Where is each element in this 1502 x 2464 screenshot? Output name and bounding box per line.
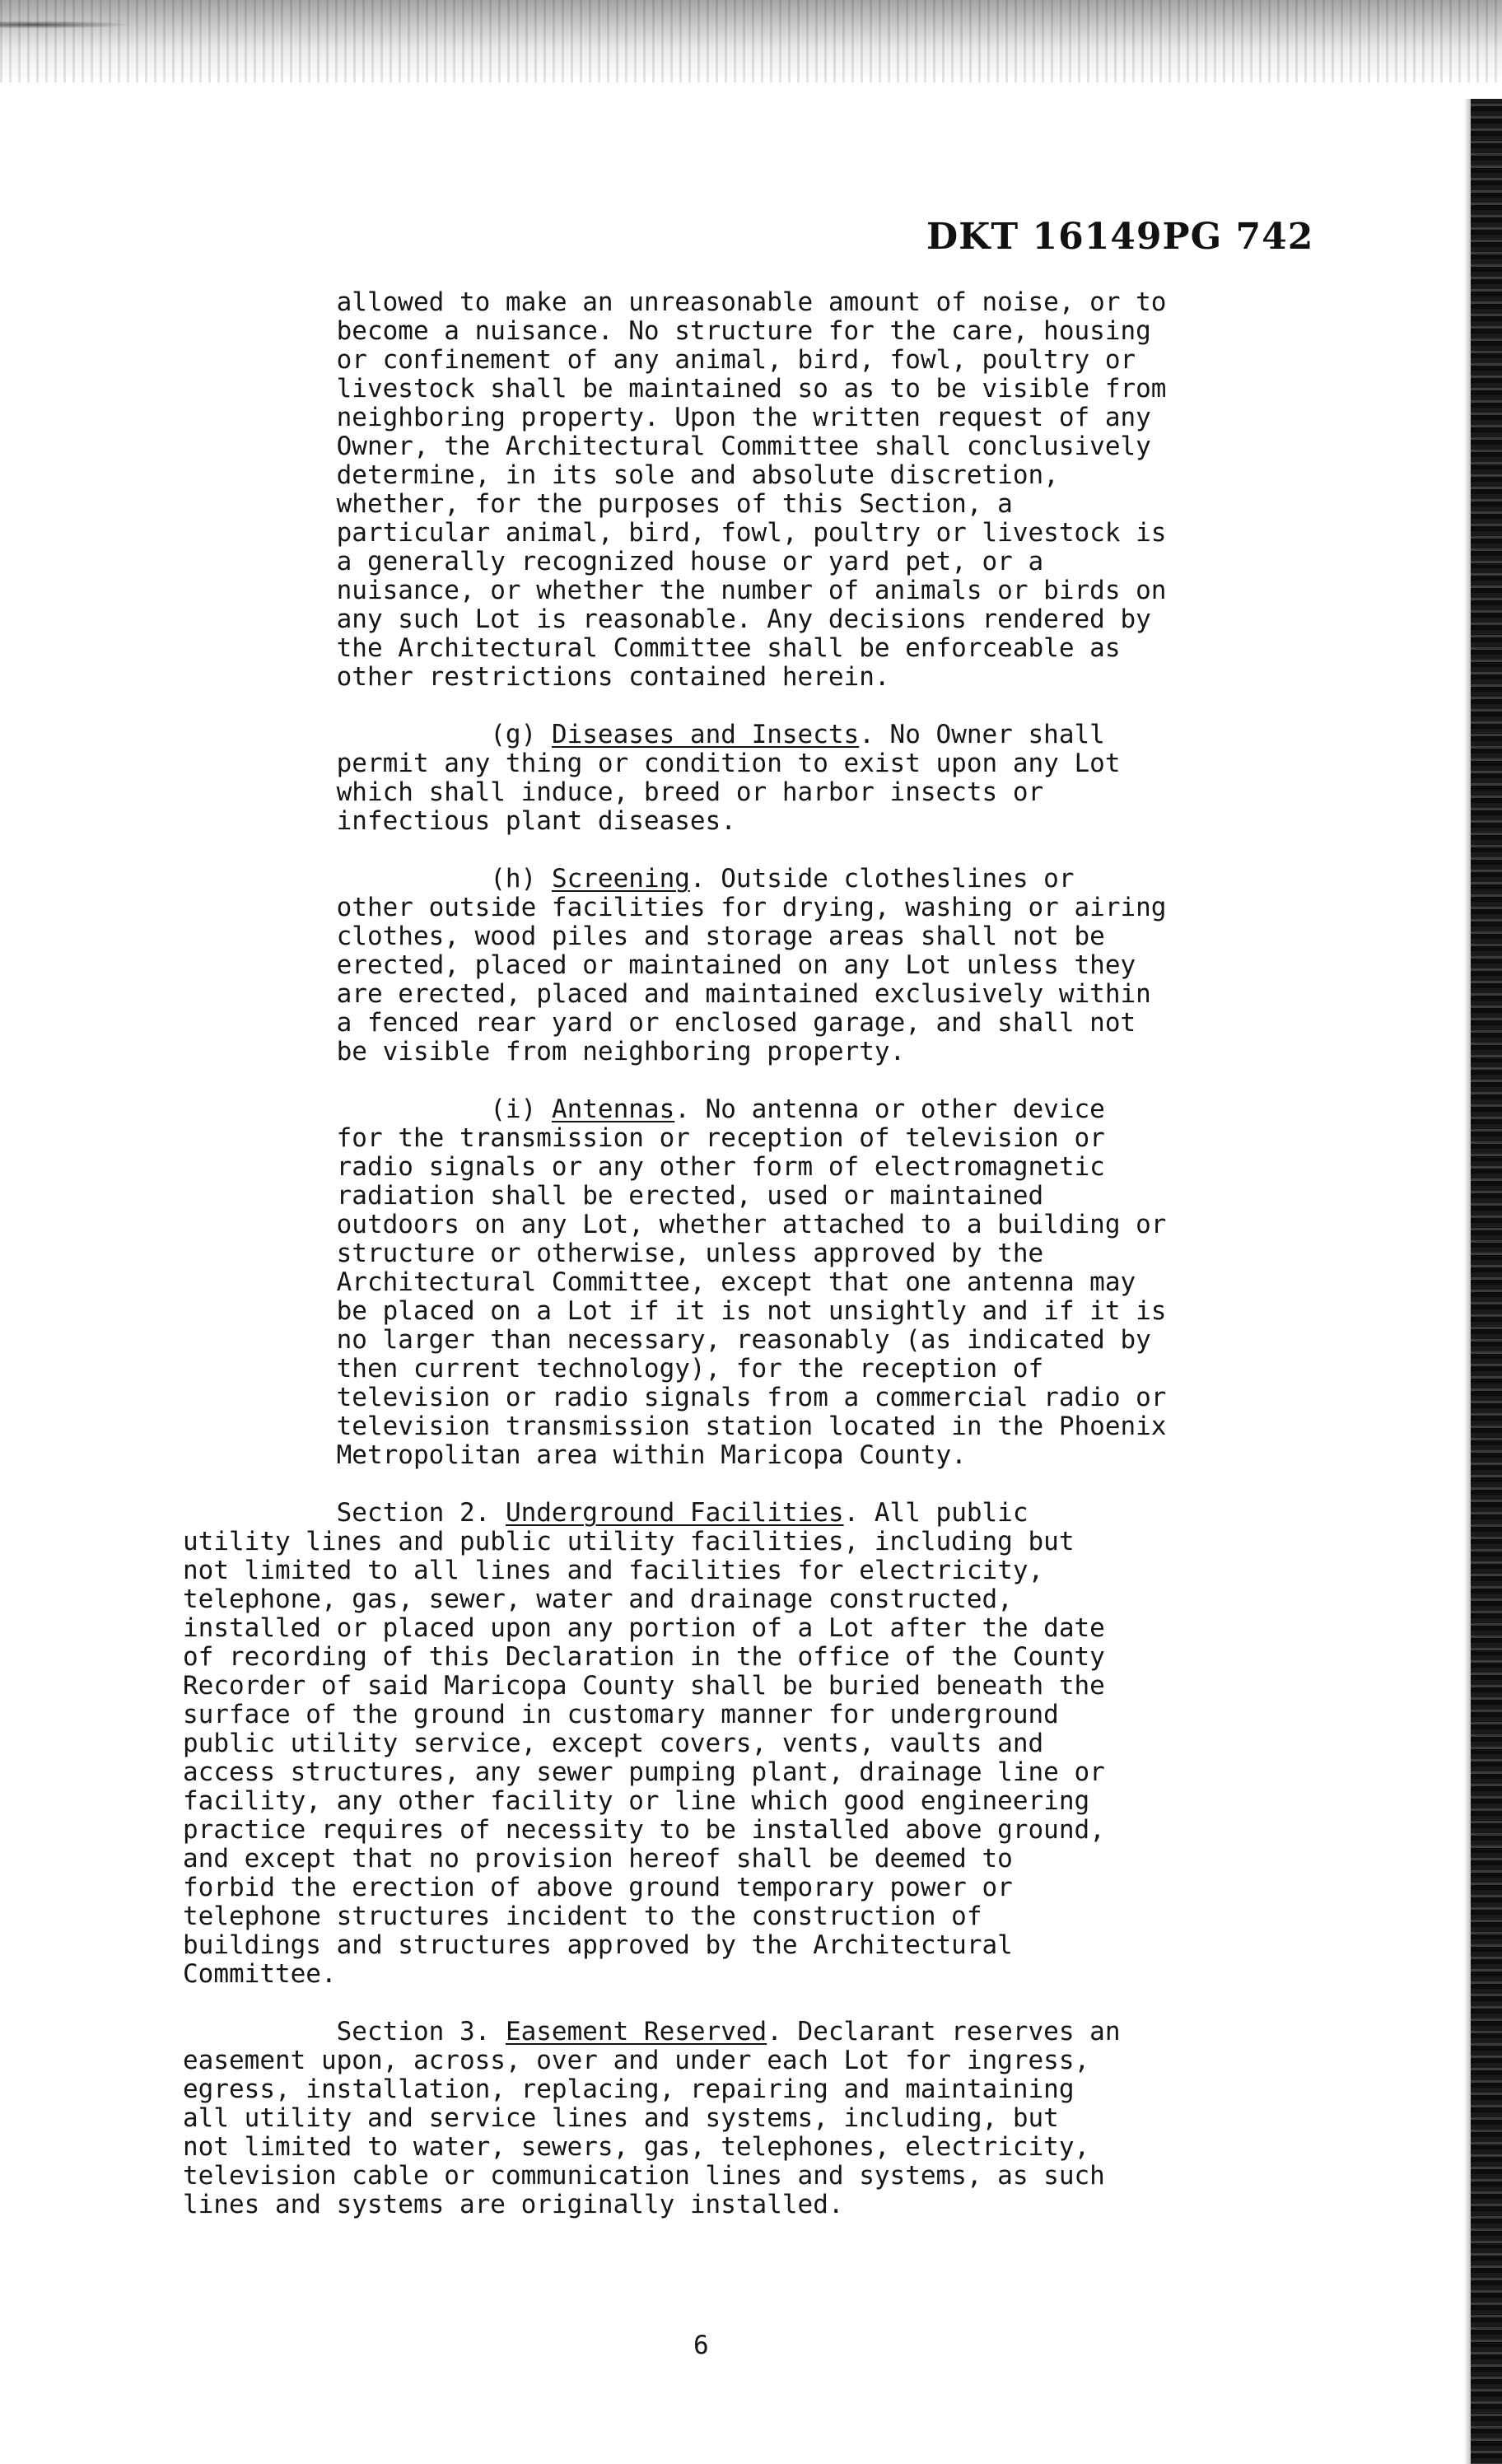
text-line bbox=[183, 317, 1467, 346]
text-segment: installed or placed upon any portion of a Lot after the date bbox=[183, 1613, 1105, 1643]
page-number: 6 bbox=[693, 2331, 709, 2360]
text-segment: outdoors on any Lot, whether attached to a building or bbox=[183, 1210, 1167, 1239]
text-line bbox=[183, 1297, 1467, 1326]
text-segment: Architectural Committee, except that one antenna may bbox=[183, 1267, 1136, 1297]
text-segment: public utility service, except covers, vents, vaults and bbox=[183, 1729, 1044, 1758]
section-heading: Screening bbox=[551, 864, 690, 894]
text-segment: then current technology), for the reception of bbox=[183, 1354, 1044, 1384]
text-line bbox=[183, 1182, 1467, 1211]
section-heading: Easement Reserved bbox=[505, 2017, 767, 2046]
text-line bbox=[183, 2075, 1467, 2104]
text-segment: any such Lot is reasonable. Any decisions rendered by bbox=[183, 604, 1151, 634]
text-line bbox=[183, 1614, 1467, 1643]
text-segment: permit any thing or condition to exist upon any Lot bbox=[183, 749, 1121, 778]
text-segment: are erected, placed and maintained exclusively within bbox=[183, 979, 1151, 1009]
text-segment: a generally recognized house or yard pet, or a bbox=[183, 547, 1044, 576]
text-line bbox=[183, 951, 1467, 980]
text-segment: Committee. bbox=[183, 1959, 337, 1989]
text-segment: access structures, any sewer pumping plant, drainage line or bbox=[183, 1757, 1105, 1787]
text-line bbox=[183, 1672, 1467, 1701]
text-line bbox=[183, 1874, 1467, 1902]
text-line bbox=[183, 2162, 1467, 2191]
text-line bbox=[183, 1038, 1467, 1066]
text-segment: telephone structures incident to the construction of bbox=[183, 1902, 982, 1931]
paragraph bbox=[183, 721, 1467, 836]
text-line bbox=[183, 663, 1467, 692]
text-line bbox=[183, 1556, 1467, 1585]
text-line bbox=[183, 548, 1467, 576]
text-line bbox=[183, 1528, 1467, 1556]
text-segment: determine, in its sole and absolute discretion, bbox=[183, 460, 1059, 490]
text-segment: whether, for the purposes of this Section, a bbox=[183, 489, 1013, 519]
text-segment: allowed to make an unreasonable amount of noise, or to bbox=[183, 287, 1167, 317]
text-segment: radiation shall be erected, used or maintained bbox=[183, 1181, 1044, 1211]
text-segment: facility, any other facility or line which good engineering bbox=[183, 1786, 1090, 1816]
text-segment: telephone, gas, sewer, water and drainage constructed, bbox=[183, 1584, 1013, 1614]
text-line bbox=[183, 1845, 1467, 1874]
text-line bbox=[183, 576, 1467, 605]
text-line bbox=[183, 1153, 1467, 1182]
text-line bbox=[183, 1931, 1467, 1960]
document-body bbox=[183, 288, 1467, 2248]
text-segment: neighboring property. Upon the written request of any bbox=[183, 403, 1151, 432]
text-line bbox=[183, 2046, 1467, 2075]
text-segment: particular animal, bird, fowl, poultry or livestock is bbox=[183, 518, 1167, 548]
text-segment: of recording of this Declaration in the office of the County bbox=[183, 1642, 1105, 1672]
text-line bbox=[183, 1499, 1467, 1528]
text-segment: become a nuisance. No structure for the care, housing bbox=[183, 316, 1151, 346]
text-segment: utility lines and public utility facilities, including but bbox=[183, 1527, 1075, 1556]
recording-reference: DKT 16149PG 742 bbox=[926, 216, 1314, 258]
text-segment: surface of the ground in customary manner for underground bbox=[183, 1700, 1059, 1729]
text-segment: . No antenna or other device bbox=[674, 1094, 1105, 1124]
paragraph bbox=[183, 2018, 1467, 2219]
text-line bbox=[183, 288, 1467, 317]
text-line bbox=[183, 1326, 1467, 1355]
text-segment: . Outside clotheslines or bbox=[689, 864, 1075, 894]
text-segment: (g) bbox=[183, 720, 552, 749]
text-segment: or confinement of any animal, bird, fowl, poultry or bbox=[183, 345, 1136, 375]
text-line bbox=[183, 605, 1467, 634]
text-line bbox=[183, 1816, 1467, 1845]
text-segment: for the transmission or reception of television or bbox=[183, 1123, 1105, 1153]
text-segment: . No Owner shall bbox=[859, 720, 1105, 749]
text-line bbox=[183, 1729, 1467, 1758]
text-line bbox=[183, 346, 1467, 375]
text-segment: practice requires of necessity to be installed above ground, bbox=[183, 1815, 1105, 1845]
text-line bbox=[183, 375, 1467, 404]
text-line bbox=[183, 1211, 1467, 1239]
text-segment: easement upon, across, over and under each Lot for ingress, bbox=[183, 2046, 1090, 2075]
text-line bbox=[183, 634, 1467, 663]
text-line bbox=[183, 1701, 1467, 1729]
text-segment: nuisance, or whether the number of animals or birds on bbox=[183, 576, 1167, 605]
text-line bbox=[183, 1902, 1467, 1931]
text-segment: the Architectural Committee shall be enforceable as bbox=[183, 633, 1121, 663]
text-line bbox=[183, 1124, 1467, 1153]
text-line bbox=[183, 1585, 1467, 1614]
text-line bbox=[183, 461, 1467, 490]
text-segment: be visible from neighboring property. bbox=[183, 1037, 906, 1066]
text-line bbox=[183, 1355, 1467, 1384]
text-line bbox=[183, 894, 1467, 922]
scan-shadow-top bbox=[0, 0, 1502, 82]
text-segment: . Declarant reserves an bbox=[767, 2017, 1121, 2046]
text-line bbox=[183, 778, 1467, 807]
text-segment: be placed on a Lot if it is not unsightly and if it is bbox=[183, 1296, 1167, 1326]
text-segment: Section 3. bbox=[183, 2017, 506, 2046]
text-segment: other outside facilities for drying, washing or airing bbox=[183, 893, 1167, 922]
text-segment: Recorder of said Maricopa County shall be buried beneath the bbox=[183, 1671, 1105, 1701]
text-line bbox=[183, 1643, 1467, 1672]
text-segment: not limited to all lines and facilities for electricity, bbox=[183, 1556, 1044, 1585]
text-line bbox=[183, 980, 1467, 1009]
text-segment: (h) bbox=[183, 864, 552, 894]
text-segment: lines and systems are originally installed. bbox=[183, 2190, 844, 2219]
text-segment: no larger than necessary, reasonably (as indicated by bbox=[183, 1325, 1151, 1355]
text-segment: . All public bbox=[843, 1498, 1029, 1528]
section-heading: Antennas bbox=[551, 1094, 675, 1124]
text-line bbox=[183, 807, 1467, 836]
text-segment: forbid the erection of above ground temporary power or bbox=[183, 1873, 1013, 1902]
text-line bbox=[183, 865, 1467, 894]
text-segment: egress, installation, replacing, repairing and maintaining bbox=[183, 2074, 1075, 2104]
text-segment: erected, placed or maintained on any Lot unless they bbox=[183, 950, 1136, 980]
text-line bbox=[183, 749, 1467, 778]
scan-border-right bbox=[1471, 99, 1502, 2464]
text-segment: Section 2. bbox=[183, 1498, 506, 1528]
text-line bbox=[183, 1009, 1467, 1038]
text-line bbox=[183, 490, 1467, 519]
text-segment: a fenced rear yard or enclosed garage, and shall not bbox=[183, 1008, 1136, 1038]
text-segment: other restrictions contained herein. bbox=[183, 662, 890, 692]
paragraph bbox=[183, 865, 1467, 1066]
text-line bbox=[183, 1441, 1467, 1470]
paragraph bbox=[183, 1499, 1467, 1989]
text-segment: structure or otherwise, unless approved by the bbox=[183, 1239, 1044, 1268]
text-line bbox=[183, 2018, 1467, 2046]
text-line bbox=[183, 1412, 1467, 1441]
text-line bbox=[183, 2133, 1467, 2162]
text-line bbox=[183, 1239, 1467, 1268]
text-segment: which shall induce, breed or harbor insects or bbox=[183, 777, 1044, 807]
text-line bbox=[183, 721, 1467, 749]
text-segment: television transmission station located in the Phoenix bbox=[183, 1412, 1167, 1441]
text-segment: and except that no provision hereof shall be deemed to bbox=[183, 1844, 1013, 1874]
text-segment: buildings and structures approved by the Architectural bbox=[183, 1930, 1013, 1960]
paragraph bbox=[183, 1095, 1467, 1470]
text-line bbox=[183, 2191, 1467, 2219]
text-segment: not limited to water, sewers, gas, telephones, electricity, bbox=[183, 2132, 1090, 2162]
text-line bbox=[183, 1268, 1467, 1297]
text-line bbox=[183, 1384, 1467, 1412]
text-segment: (i) bbox=[183, 1094, 552, 1124]
text-line bbox=[183, 1960, 1467, 1989]
text-line bbox=[183, 404, 1467, 432]
text-segment: television cable or communication lines and systems, as such bbox=[183, 2161, 1105, 2191]
text-line bbox=[183, 1758, 1467, 1787]
text-segment: all utility and service lines and systems, including, but bbox=[183, 2103, 1059, 2133]
text-line bbox=[183, 432, 1467, 461]
text-segment: clothes, wood piles and storage areas shall not be bbox=[183, 922, 1105, 951]
text-segment: Owner, the Architectural Committee shall conclusively bbox=[183, 432, 1151, 461]
text-line bbox=[183, 922, 1467, 951]
text-segment: radio signals or any other form of electromagnetic bbox=[183, 1152, 1105, 1182]
text-line bbox=[183, 519, 1467, 548]
text-segment: Metropolitan area within Maricopa County. bbox=[183, 1440, 967, 1470]
section-heading: Diseases and Insects bbox=[551, 720, 860, 749]
text-segment: livestock shall be maintained so as to be visible from bbox=[183, 374, 1167, 404]
section-heading: Underground Facilities bbox=[505, 1498, 844, 1528]
text-line bbox=[183, 2104, 1467, 2133]
text-segment: television or radio signals from a commercial radio or bbox=[183, 1383, 1167, 1412]
text-line bbox=[183, 1787, 1467, 1816]
text-line bbox=[183, 1095, 1467, 1124]
paragraph bbox=[183, 288, 1467, 692]
text-segment: infectious plant diseases. bbox=[183, 806, 736, 836]
